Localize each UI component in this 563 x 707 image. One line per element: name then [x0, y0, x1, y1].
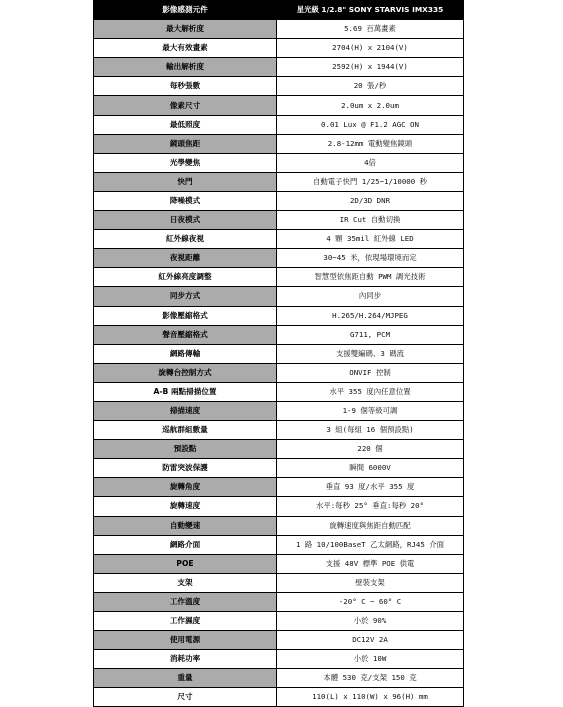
- spec-value: 小於 10W: [277, 650, 464, 669]
- spec-value: 內同步: [277, 287, 464, 306]
- spec-label: 最低照度: [94, 115, 277, 134]
- spec-table-body: [94, 1, 464, 707]
- spec-row: [94, 421, 464, 440]
- spec-value: 2D/3D DNR: [277, 191, 464, 210]
- spec-value: 4 顆 35mil 紅外線 LED: [277, 230, 464, 249]
- spec-value: 支援雙編碼、3 碼流: [277, 344, 464, 363]
- spec-row: [94, 459, 464, 478]
- spec-value: 小於 90%: [277, 612, 464, 631]
- spec-row: [94, 58, 464, 77]
- spec-value: 瞬間 6000V: [277, 459, 464, 478]
- spec-value: 垂直 93 度/水平 355 度: [277, 478, 464, 497]
- spec-label: 尺寸: [94, 688, 277, 707]
- spec-sheet: [93, 0, 463, 702]
- spec-header-key: 影像感測元件: [94, 1, 277, 20]
- spec-row: [94, 554, 464, 573]
- spec-row: [94, 344, 464, 363]
- spec-row: [94, 306, 464, 325]
- spec-value: IR Cut 自動切換: [277, 211, 464, 230]
- spec-value: 1-9 個等級可調: [277, 401, 464, 420]
- spec-value: 110(L) x 110(W) x 96(H) mm: [277, 688, 464, 707]
- spec-row: [94, 478, 464, 497]
- spec-value: 4倍: [277, 153, 464, 172]
- spec-label: 網路傳輸: [94, 344, 277, 363]
- spec-row: [94, 268, 464, 287]
- spec-value: 20 張/秒: [277, 77, 464, 96]
- spec-value: 5.69 百萬畫素: [277, 20, 464, 39]
- spec-label: 工作溫度: [94, 592, 277, 611]
- spec-label: 輸出解析度: [94, 58, 277, 77]
- spec-row: [94, 249, 464, 268]
- spec-value: 壁裝支架: [277, 573, 464, 592]
- spec-row: [94, 191, 464, 210]
- spec-row: [94, 39, 464, 58]
- spec-label: 掃描速度: [94, 401, 277, 420]
- spec-label: 防雷突波保護: [94, 459, 277, 478]
- spec-label: 旋轉角度: [94, 478, 277, 497]
- spec-label: 使用電源: [94, 631, 277, 650]
- spec-value: 本體 530 克/支架 150 克: [277, 669, 464, 688]
- spec-label: 支架: [94, 573, 277, 592]
- spec-value: 30~45 米，依現場環境而定: [277, 249, 464, 268]
- spec-label: 紅外線夜視: [94, 230, 277, 249]
- spec-row: [94, 287, 464, 306]
- spec-label: 旋轉台控制方式: [94, 363, 277, 382]
- spec-header-row: [94, 1, 464, 20]
- spec-row: [94, 440, 464, 459]
- spec-value: DC12V 2A: [277, 631, 464, 650]
- spec-value: 水平 355 度內任意位置: [277, 382, 464, 401]
- spec-row: [94, 77, 464, 96]
- spec-label: 快門: [94, 172, 277, 191]
- spec-row: [94, 631, 464, 650]
- spec-label: 最大解析度: [94, 20, 277, 39]
- spec-row: [94, 96, 464, 115]
- spec-row: [94, 612, 464, 631]
- spec-row: [94, 153, 464, 172]
- spec-value: 2.8-12mm 電動變焦鏡頭: [277, 134, 464, 153]
- spec-row: [94, 382, 464, 401]
- spec-row: [94, 363, 464, 382]
- spec-label: 最大有效畫素: [94, 39, 277, 58]
- spec-row: [94, 688, 464, 707]
- spec-label: 聲音壓縮格式: [94, 325, 277, 344]
- spec-row: [94, 669, 464, 688]
- spec-label: 鏡頭焦距: [94, 134, 277, 153]
- spec-value: 3 組(每組 16 個預設點): [277, 421, 464, 440]
- spec-row: [94, 535, 464, 554]
- spec-table: [93, 0, 464, 707]
- spec-value: 水平:每秒 25° 垂直:每秒 20°: [277, 497, 464, 516]
- spec-value: 2.0um x 2.0um: [277, 96, 464, 115]
- spec-value: 2592(H) x 1944(V): [277, 58, 464, 77]
- spec-row: [94, 325, 464, 344]
- spec-label: 預設點: [94, 440, 277, 459]
- spec-label: 像素尺寸: [94, 96, 277, 115]
- spec-header-value: 星光級 1/2.8" SONY STARVIS IMX335: [277, 1, 464, 20]
- spec-value: G711, PCM: [277, 325, 464, 344]
- spec-label: 自動變速: [94, 516, 277, 535]
- spec-label: 降噪模式: [94, 191, 277, 210]
- spec-value: -20° C ~ 60° C: [277, 592, 464, 611]
- spec-row: [94, 172, 464, 191]
- spec-row: [94, 592, 464, 611]
- spec-row: [94, 573, 464, 592]
- spec-row: [94, 516, 464, 535]
- spec-row: [94, 497, 464, 516]
- spec-label: 巡航群組數量: [94, 421, 277, 440]
- spec-value: H.265/H.264/MJPEG: [277, 306, 464, 325]
- spec-value: ONVIF 控制: [277, 363, 464, 382]
- spec-row: [94, 115, 464, 134]
- spec-value: 智慧型依焦距自動 PWM 調光技術: [277, 268, 464, 287]
- spec-label: 紅外線亮度調整: [94, 268, 277, 287]
- spec-value: 旋轉速度與焦距自動匹配: [277, 516, 464, 535]
- spec-label: 重量: [94, 669, 277, 688]
- spec-label: 影像壓縮格式: [94, 306, 277, 325]
- spec-value: 2704(H) x 2104(V): [277, 39, 464, 58]
- spec-label: 每秒張數: [94, 77, 277, 96]
- spec-label: 光學變焦: [94, 153, 277, 172]
- spec-label: 旋轉速度: [94, 497, 277, 516]
- spec-label: 日夜模式: [94, 211, 277, 230]
- spec-row: [94, 134, 464, 153]
- spec-label: POE: [94, 554, 277, 573]
- spec-row: [94, 401, 464, 420]
- spec-row: [94, 211, 464, 230]
- spec-value: 自動電子快門 1/25~1/10000 秒: [277, 172, 464, 191]
- spec-value: 0.01 Lux @ F1.2 AGC ON: [277, 115, 464, 134]
- spec-label: A-B 兩點掃描位置: [94, 382, 277, 401]
- spec-value: 220 個: [277, 440, 464, 459]
- spec-label: 網路介面: [94, 535, 277, 554]
- spec-value: 支援 48V 標準 POE 供電: [277, 554, 464, 573]
- spec-label: 工作濕度: [94, 612, 277, 631]
- spec-label: 同步方式: [94, 287, 277, 306]
- spec-label: 消耗功率: [94, 650, 277, 669]
- spec-row: [94, 650, 464, 669]
- spec-row: [94, 20, 464, 39]
- spec-row: [94, 230, 464, 249]
- spec-label: 夜視距離: [94, 249, 277, 268]
- spec-value: 1 路 10/100BaseT 乙太網路，RJ45 介面: [277, 535, 464, 554]
